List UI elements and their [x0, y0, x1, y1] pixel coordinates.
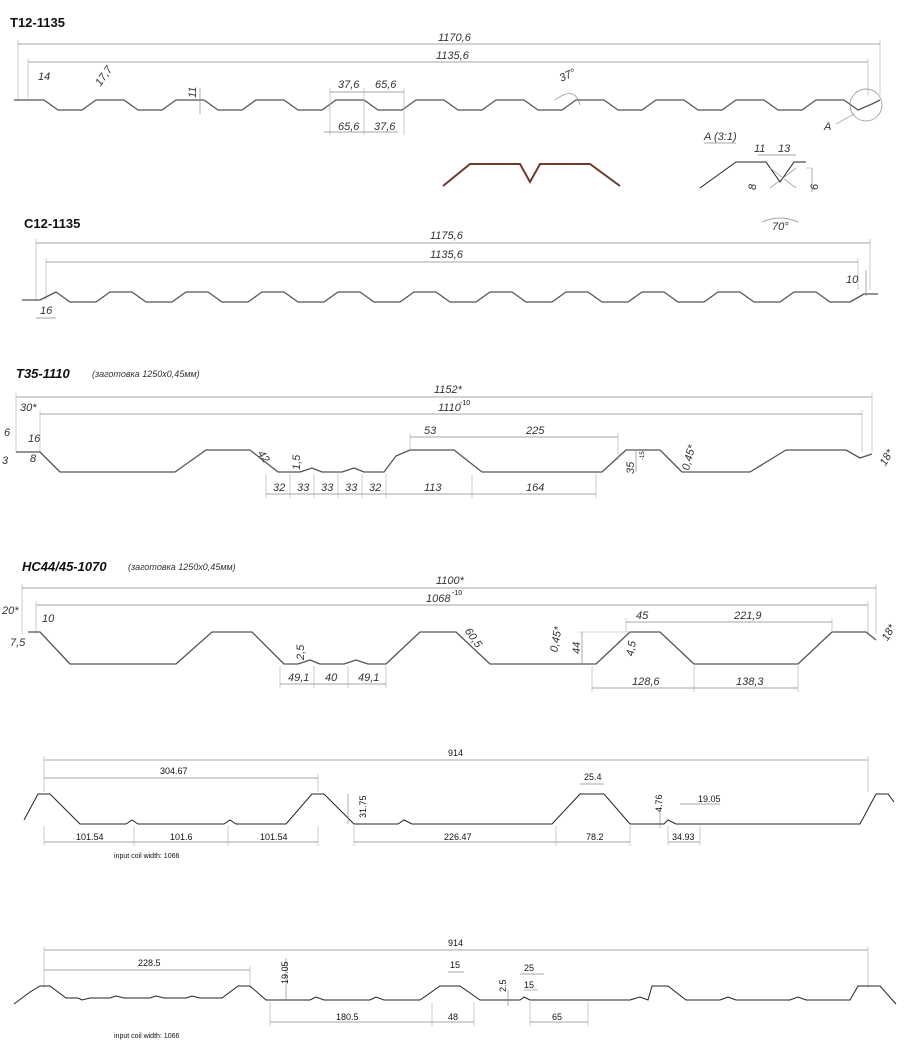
t35-bottom-3: 33 [345, 482, 358, 494]
t12-dim-11: 11 [187, 86, 199, 98]
t35-note: (заготовка 1250х0,45мм) [92, 369, 200, 379]
profile-c12 [22, 216, 878, 318]
c12-dim-total: 1175,6 [430, 230, 463, 242]
p6-dim-65: 65 [552, 1012, 563, 1022]
c12-dim-10: 10 [846, 274, 859, 286]
t35-dim-3: 3 [2, 455, 9, 467]
p6-coil-width: input coil width: 1066 [114, 1033, 180, 1040]
hc44-profile-line [28, 632, 876, 664]
t35-profile-line [16, 450, 872, 472]
profile-914-a [24, 748, 894, 860]
hc44-dim-138-3: 138,3 [736, 676, 764, 688]
hc44-dim-total: 1100* [436, 575, 464, 587]
p5-dim-4-76: 4.76 [654, 794, 664, 812]
p5-dim-101-6: 101.6 [170, 832, 193, 842]
t35-bottom-2: 33 [321, 482, 334, 494]
t35-bottom-4: 32 [369, 482, 382, 494]
p6-profile-line [14, 986, 896, 1004]
c12-dim-16: 16 [40, 305, 53, 317]
t12-detail-a [700, 131, 821, 233]
hc44-title: НС44/45-1070 [22, 559, 107, 574]
t12-detail-6: 6 [809, 183, 821, 190]
p6-dim-48: 48 [448, 1012, 459, 1022]
t12-detail-11: 11 [754, 143, 766, 155]
p5-dim-34-93: 34.93 [672, 832, 695, 842]
profile-t35 [2, 366, 897, 498]
t12-dim-14: 14 [38, 71, 51, 83]
hc44-note: (заготовка 1250х0,45мм) [128, 562, 236, 572]
p6-dim-15a: 15 [450, 960, 461, 970]
c12-profile-line [22, 292, 878, 302]
p5-dim-31-75: 31.75 [358, 795, 368, 818]
profile-t12 [10, 15, 882, 135]
t35-dim-1-5: 1,5 [291, 454, 303, 470]
t35-dim-inner: 1110 [438, 402, 461, 414]
t35-bottom-0: 32 [273, 482, 286, 494]
t12-title: T12-1135 [10, 15, 65, 30]
t35-dim-6: 6 [4, 427, 11, 439]
hc44-dim-2-5: 2,5 [295, 644, 307, 660]
profile-hc44 [1, 559, 899, 692]
p5-dim-101-54b: 101.54 [260, 832, 288, 842]
p5-dim-25-4: 25.4 [584, 772, 602, 782]
p6-dim-914: 914 [448, 938, 464, 948]
hc44-dim-60-5: 60,5 [461, 625, 485, 651]
hc44-dim-49-1a: 49,1 [288, 672, 310, 684]
hc44-dim-10: 10 [42, 613, 55, 625]
t35-dim-inner-tol: -10 [460, 400, 471, 407]
t35-dim-42: 42 [254, 448, 272, 466]
hc44-dim-0-45: 0,45* [548, 625, 565, 654]
t12-angle-37: 37° [557, 66, 578, 85]
p5-dim-226-47: 226.47 [444, 832, 472, 842]
t12-detail-70: 70° [772, 221, 789, 233]
p5-dim-78-2: 78.2 [586, 832, 604, 842]
c12-title: C12-1135 [24, 216, 81, 231]
t35-dim-16: 16 [28, 433, 41, 445]
hc44-dim-4-5: 4,5 [624, 640, 639, 658]
p5-dim-101-54a: 101.54 [76, 832, 104, 842]
t12-dim-65-6b: 65,6 [338, 121, 360, 133]
p6-dim-15b: 15 [524, 980, 535, 990]
c12-dim-inner: 1135,6 [430, 249, 463, 261]
t35-dim-35: 35 [625, 461, 637, 474]
t12-detail-circle [850, 89, 882, 121]
t12-section-sketch [443, 164, 620, 186]
t35-dim-53: 53 [424, 425, 437, 437]
hc44-dim-45: 45 [636, 610, 649, 622]
t35-dim-18: 18* [877, 447, 897, 468]
t12-detail-13: 13 [778, 143, 791, 155]
hc44-dim-inner: 1068 [426, 593, 451, 605]
profile-914-b [14, 938, 896, 1040]
p5-coil-width: input coil width: 1066 [114, 853, 180, 860]
t35-dim-225: 225 [526, 425, 545, 437]
t35-bottom-1: 33 [297, 482, 310, 494]
p5-dim-19-05: 19.05 [698, 794, 721, 804]
t12-dim-total: 1170,6 [438, 32, 471, 44]
hc44-dim-221-9: 221,9 [734, 610, 762, 622]
hc44-dim-49-1b: 49,1 [358, 672, 380, 684]
t12-detail-8: 8 [747, 183, 759, 190]
t35-dim-r045: 0,45* [680, 443, 699, 472]
t35-dim-30: 30* [20, 402, 37, 414]
t12-profile-line [14, 100, 880, 110]
p5-dim-304-67: 304.67 [160, 766, 188, 776]
t12-dim-17-7: 17,7 [93, 64, 116, 89]
t12-dim-inner: 1135,6 [436, 50, 469, 62]
hc44-dim-7-5: 7,5 [10, 637, 26, 649]
t35-dim-113: 113 [424, 482, 442, 494]
p6-dim-25: 25 [524, 963, 535, 973]
t35-dim-total: 1152* [434, 384, 462, 396]
p5-dim-914: 914 [448, 748, 464, 758]
p6-dim-2-5: 2.5 [498, 979, 508, 992]
p6-dim-180-5: 180.5 [336, 1012, 359, 1022]
t12-mark-a: A [824, 121, 832, 133]
t35-dim-8: 8 [30, 453, 37, 465]
hc44-dim-40: 40 [325, 672, 338, 684]
t35-title: T35-1110 [16, 366, 70, 381]
hc44-dim-20: 20* [2, 605, 19, 617]
p6-dim-228-5: 228.5 [138, 958, 161, 968]
p6-dim-19-05: 19.05 [280, 961, 290, 984]
t12-dim-37-6a: 37,6 [338, 79, 360, 91]
hc44-dim-128-6: 128,6 [632, 676, 660, 688]
hc44-dim-inner-tol: -10 [452, 590, 463, 597]
p5-profile-line [24, 794, 894, 824]
hc44-dim-44: 44 [571, 641, 583, 654]
t12-dim-65-6a: 65,6 [375, 79, 397, 91]
t12-dim-37-6b: 37,6 [374, 121, 396, 133]
hc44-dim-18: 18* [879, 622, 899, 643]
t35-dim-35-tol: -15 [640, 451, 646, 460]
t12-detail-label: A (3:1) [704, 131, 737, 143]
t35-dim-164: 164 [526, 482, 545, 494]
